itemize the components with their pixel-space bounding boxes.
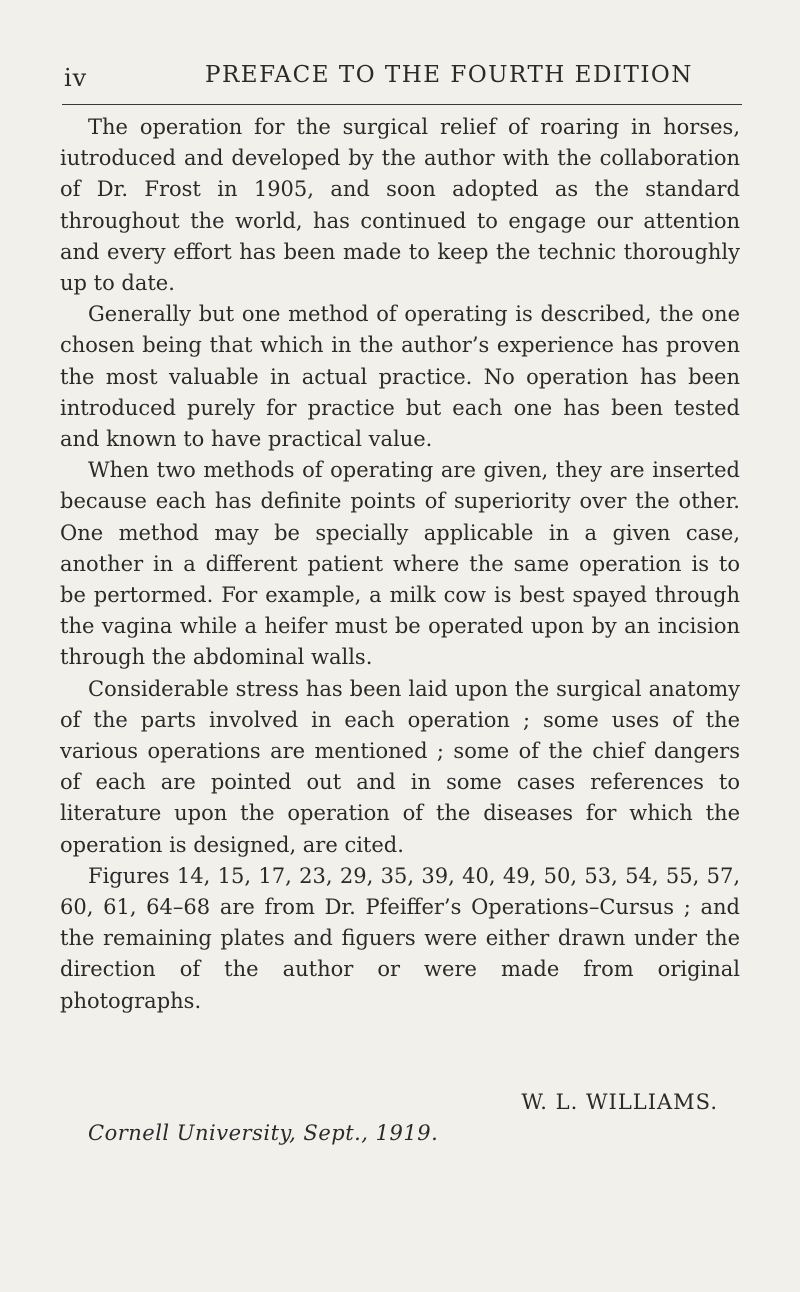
place-and-date: Cornell University, Sept., 1919.	[88, 1121, 439, 1145]
preface-body	[60, 112, 740, 1017]
paragraph-method-choice: Generally but one method of operating is described, the one chosen being that which in the author’s experience has proven the most valuable in actual practice. No operation has been introduced purely for practice but each one has been tested and known to have practical value.	[60, 302, 740, 452]
author-signature: W. L. WILLIAMS.	[521, 1090, 718, 1114]
paragraph-roaring-operation: The operation for the surgical relief of roaring in horses, iutroduced and developed by the author with the collaboration of Dr. Frost in 1905, and soon adopted as the standard throughout the world, has continued to engage our attention and every effort has been made to keep the technic thoroughly up to date.	[60, 115, 740, 296]
page-number: iv	[64, 64, 88, 92]
paragraph-surgical-anatomy: Considerable stress has been laid upon the surgical anatomy of the parts involved in each operation ; some uses of the various operations are mentioned ; some of the chief dangers of each are pointed out and in some cases references to literature upon the operation of the diseases for which the operation is designed, are cited.	[60, 676, 740, 857]
paragraph-two-methods: When two methods of operating are given, they are inserted because each has definite points of superiority over the other. One method may be specially applicable in a given case, another in a different patient where the same operation is to be pertormed. For example, a milk cow is best spayed through the vagina while a heifer must be operated upon by an incision through the abdominal walls.	[60, 458, 740, 670]
running-head: PREFACE TO THE FOURTH EDITION	[205, 62, 693, 88]
paragraph-figure-credits: Figures 14, 15, 17, 23, 29, 35, 39, 40, 49, 50, 53, 54, 55, 57, 60, 61, 64–68 are from Dr. Pfeiffer’s Operations–Cursus ; and the remaining plates and figuers were either drawn under the direction of the author or were made from original photographs.	[60, 863, 740, 1013]
page-header	[62, 60, 742, 105]
